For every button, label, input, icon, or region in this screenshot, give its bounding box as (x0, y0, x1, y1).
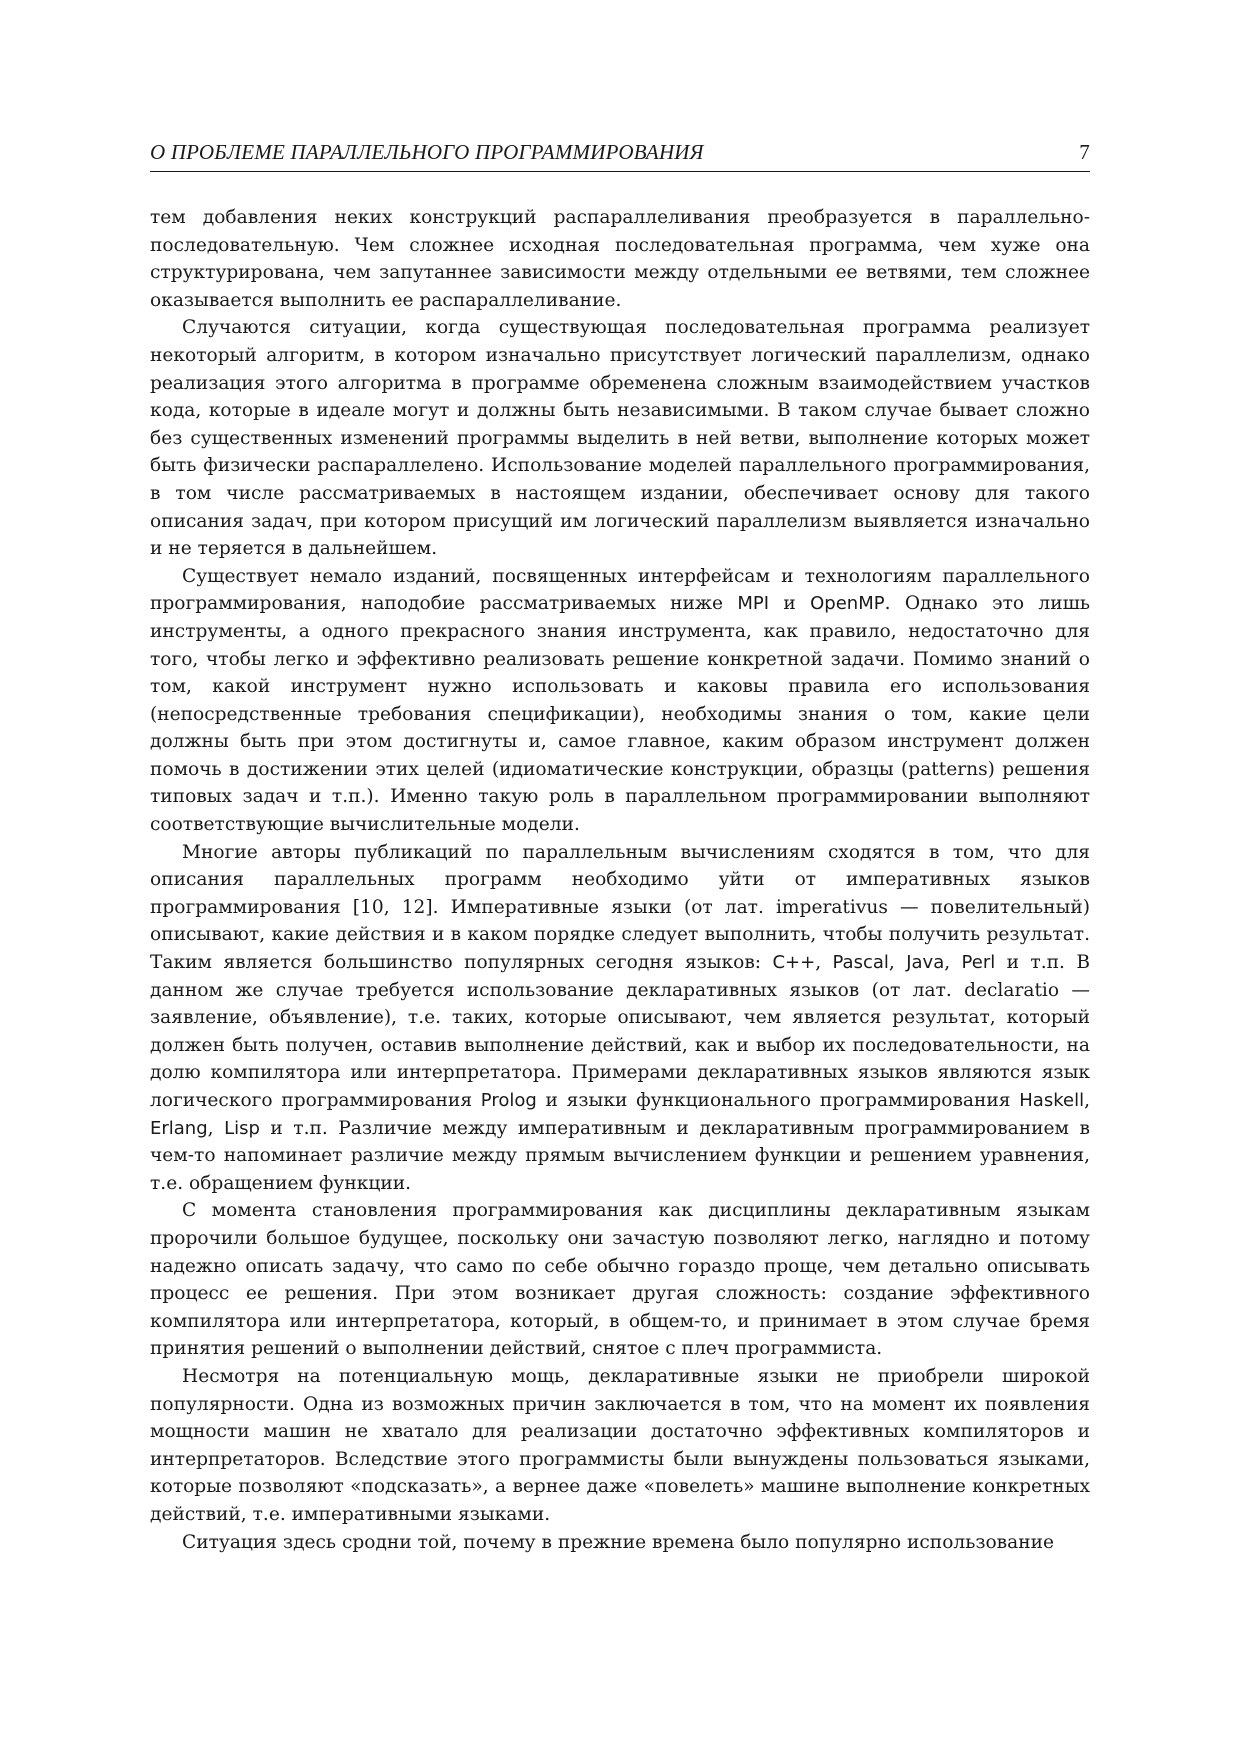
paragraph (150, 1197, 1090, 1363)
text-run: и языки функционального программирования (536, 1090, 1020, 1111)
text-run: Случаются ситуации, когда существующая последовательная программа реализует некоторый алгоритм, в котором изначально присутствует логический параллелизм, однако реализация этого алгоритма в программе обременена сложным взаимодействием участков кода, которые в идеале могут и должны быть независимыми. В таком случае бывает сложно без существенных изменений программы выделить в ней ветви, выполнение которых может быть физически распараллелено. Использование моделей параллельного программирования, в том числе рассматриваемых в настоящем издании, обеспечивает основу для такого описания задач, при котором присущий им логический параллелизм выявляется изначально и не теряется в дальнейшем. (150, 317, 1090, 560)
text-run: , (1084, 1090, 1090, 1111)
text-run: и т.п. Различие между императивным и декларативным программированием в чем-то напоминает различие между прямым вычислением функции и решением уравнения, т.е. обращением функции. (150, 1117, 1090, 1194)
text-run: и т.п. В данном же случае требуется использование декларативных языков (от лат. declaratio — заявление, объявление), т.е. таких, которые описывают, чем является результат, который должен быть получен, оставив выполнение действий, как и выбор их последовательности, на долю компилятора или интерпретатора. Примерами декларативных языков являются язык логического программирования (150, 952, 1090, 1111)
technology-name: OpenMP (810, 593, 885, 615)
paragraph (150, 839, 1090, 1198)
technology-name: MPI (737, 593, 770, 615)
text-run: Ситуация здесь сродни той, почему в прежние времена было популярно использование (182, 1531, 1054, 1553)
technology-name: Erlang (150, 1117, 208, 1139)
text-run: Многие авторы публикаций по параллельным вычислениям сходятся в том, что для описания параллельных программ необходимо уйти от императивных языков программирования [10, 12]. Императивные языки (от лат. imperativus — повелительный) описывают, какие действия и в каком порядке следует выполнить, чтобы получить результат. Таким является большинство популярных сегодня языков: (150, 841, 1090, 974)
paragraph (150, 1529, 1090, 1557)
text-run: Существует немало изданий, посвященных интерфейсам и технологиям параллельного программирования, наподобие рассматриваемых ниже (150, 565, 1090, 615)
technology-name: Perl (961, 952, 996, 974)
technology-name: Haskell (1019, 1090, 1085, 1111)
page-number: 7 (1079, 140, 1090, 164)
text-run: , (815, 952, 833, 974)
running-header (150, 140, 1090, 172)
technology-name: Prolog (480, 1090, 537, 1111)
document-page (150, 140, 1090, 1556)
text-run: , (207, 1117, 225, 1139)
technology-name: C++ (772, 952, 816, 974)
paragraph (150, 1363, 1090, 1529)
text-run: С момента становления программирования как дисциплины декларативным языкам пророчили большое будущее, поскольку они зачастую позволяют легко, наглядно и потому надежно описать задачу, что само по себе обычно гораздо проще, чем детально описывать процесс ее решения. При этом возникает другая сложность: создание эффективного компилятора или интерпретатора, который, в общем-то, и принимает в этом случае бремя принятия решений о выполнении действий, снятое с плеч программиста. (150, 1200, 1090, 1360)
technology-name: Java (906, 952, 945, 974)
text-run: , (888, 952, 907, 974)
text-run: , (944, 952, 962, 974)
paragraph (150, 314, 1090, 562)
body-text (150, 204, 1090, 1556)
paragraph (150, 204, 1090, 314)
chapter-title: О ПРОБЛЕМЕ ПАРАЛЛЕЛЬНОГО ПРОГРАММИРОВАНИЯ (150, 140, 704, 164)
technology-name: Pascal (832, 952, 889, 974)
text-run: тем добавления неких конструкций распараллеливания преобразуется в параллельно-последовательную. Чем сложнее исходная последовательная программа, чем хуже она структурирована, чем запутаннее зависимости между отдельными ее ветвями, тем сложнее оказывается выполнить ее распараллеливание. (150, 207, 1090, 311)
text-run: Несмотря на потенциальную мощь, декларативные языки не приобрели широкой популярности. Одна из возможных причин заключается в том, что на момент их появления мощности машин не хватало для реализации достаточно эффективных компиляторов и интерпретаторов. Вследствие этого программисты были вынуждены пользоваться языками, которые позволяют «подсказать», а вернее даже «повелеть» машине выполнение конкретных действий, т.е. императивными языками. (150, 1365, 1090, 1525)
text-run: и (769, 593, 811, 615)
text-run: . Однако это лишь инструменты, а одного прекрасного знания инструмента, как правило, недостаточно для того, чтобы легко и эффективно реализовать решение конкретной задачи. Помимо знаний о том, какой инструмент нужно использовать и каковы правила его использования (непосредственные требования спецификации), необходимы знания о том, какие цели должны быть при этом достигнуты и, самое главное, каким образом инструмент должен помочь в достижении этих целей (идиоматические конструкции, образцы (patterns) решения типовых задач и т.п.). Именно такую роль в параллельном программировании выполняют соответствующие вычислительные модели. (150, 593, 1091, 836)
technology-name: Lisp (224, 1117, 260, 1139)
paragraph (150, 563, 1090, 839)
